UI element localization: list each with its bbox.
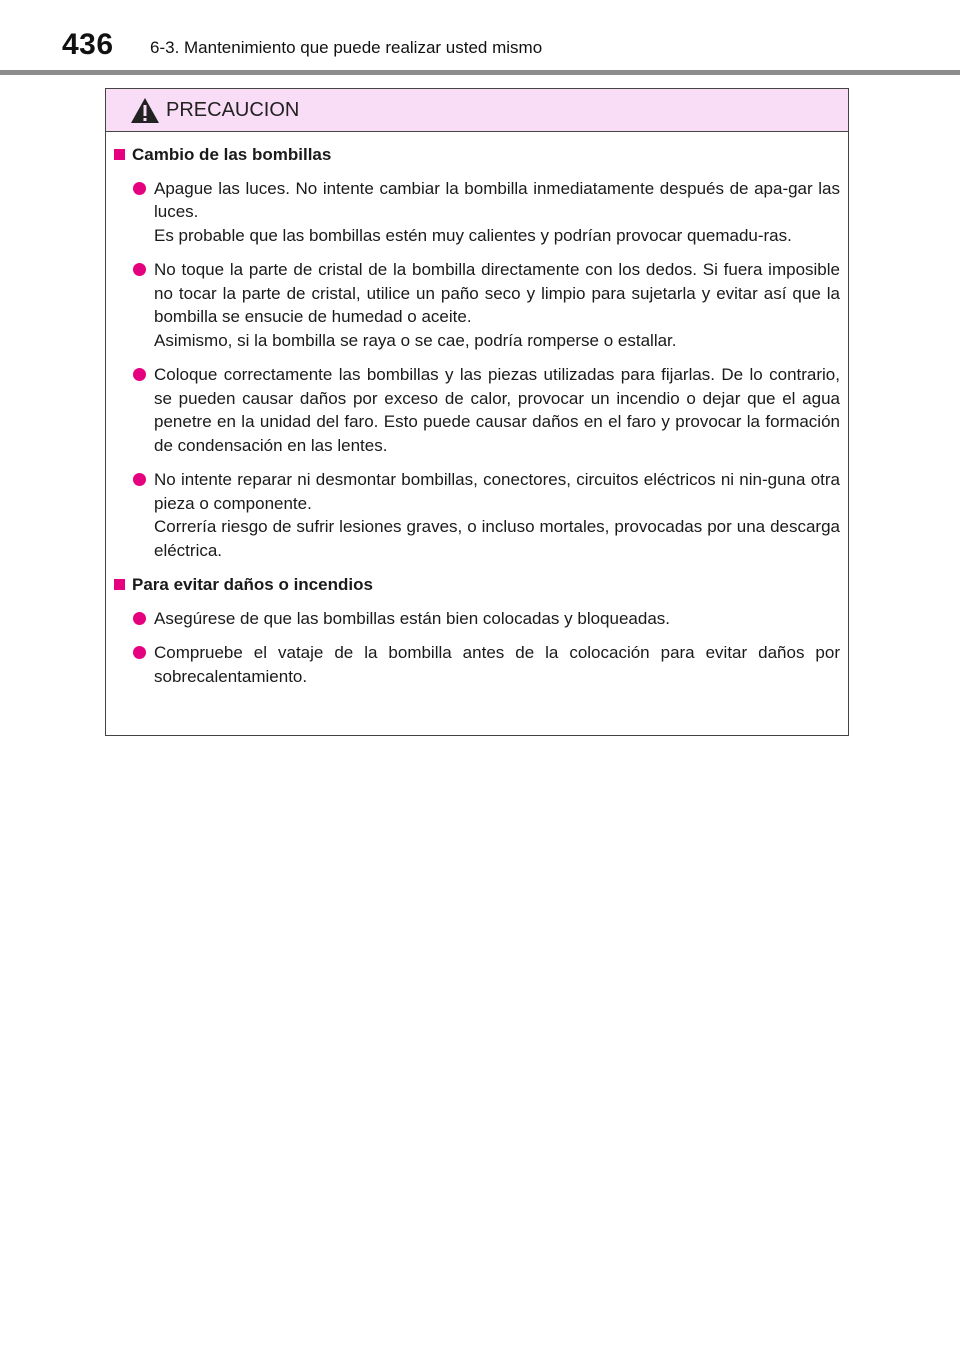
section-heading [106, 143, 848, 167]
section-heading [106, 573, 848, 597]
circle-bullet-icon [133, 182, 146, 195]
section-heading-text: Cambio de las bombillas [132, 145, 332, 164]
square-bullet-icon [114, 579, 125, 590]
caution-box [105, 88, 849, 736]
page-header [0, 0, 960, 76]
circle-bullet-icon [133, 646, 146, 659]
item-text: Correría riesgo de sufrir lesiones graves, o incluso mortales, provocadas por una descarga eléctrica. [154, 517, 840, 560]
circle-bullet-icon [133, 612, 146, 625]
circle-bullet-icon [133, 263, 146, 276]
item-text: No intente reparar ni desmontar bombillas, conectores, circuitos eléctricos ni nin-guna otra pieza o componente. [154, 470, 840, 513]
list-item [106, 258, 848, 352]
circle-bullet-icon [133, 473, 146, 486]
item-text: Asegúrese de que las bombillas están bien colocadas y bloqueadas. [154, 608, 671, 628]
list-item [106, 468, 848, 562]
square-bullet-icon [114, 149, 125, 160]
list-item [106, 641, 848, 688]
item-text: Coloque correctamente las bombillas y las piezas utilizadas para fijarlas. De lo contrario, se pueden causar daños por exceso de calor, provocar un incendio o dejar que el agua penetre en la unidad del faro. Esto puede causar daños en el faro y provocar la formación de condensación en las lentes. [154, 365, 840, 455]
item-text: No toque la parte de cristal de la bombilla directamente con los dedos. Si fuera imposible no tocar la parte de cristal, utilice un paño seco y limpio para sujetarla y evitar así que la bombilla se ensucie de humedad o aceite. [154, 260, 840, 326]
item-text: Asimismo, si la bombilla se raya o se cae, podría romperse o estallar. [154, 330, 677, 350]
caution-body [106, 143, 848, 699]
list-item [106, 363, 848, 457]
item-text: Es probable que las bombillas estén muy calientes y podrían provocar quemadu-ras. [154, 225, 792, 245]
list-item [106, 177, 848, 248]
section-title: 6-3. Mantenimiento que puede realizar usted mismo [150, 38, 543, 57]
section-heading-text: Para evitar daños o incendios [132, 575, 373, 594]
warning-triangle-icon [130, 97, 160, 124]
item-text: Apague las luces. No intente cambiar la bombilla inmediatamente después de apa-gar las luces. [154, 178, 840, 221]
circle-bullet-icon [133, 368, 146, 381]
item-text: Compruebe el vataje de la bombilla antes de la colocación para evitar daños por sobrecalentamiento. [154, 643, 840, 686]
caution-header [106, 89, 848, 132]
page-number: 436 [62, 28, 114, 61]
list-item [106, 607, 848, 631]
header-rule [0, 70, 960, 75]
caution-title: PRECAUCION [166, 99, 300, 121]
